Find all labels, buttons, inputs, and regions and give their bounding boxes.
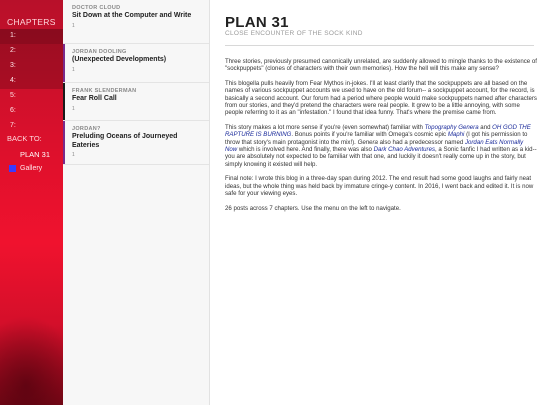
link-topography-genera[interactable]: Topography Genera [424,123,479,131]
post-item[interactable] [63,44,209,83]
title-divider [225,45,534,46]
gallery-label: Gallery [20,165,43,172]
paragraph-post-summary: 26 posts across 7 chapters. Use the menu on the left to navigate. [225,204,401,212]
post-color-bar [63,83,65,120]
text-genera: Genera [357,138,378,146]
post-author: FRANK SLENDERMAN [72,88,137,94]
link-maphi[interactable]: Maphi [447,131,465,139]
chapters-heading: CHAPTERS [7,17,56,27]
text-run: which is involved here. And finally, there was also [237,146,374,154]
chapter-list [0,29,63,134]
post-color-bar [63,44,65,82]
text-run: . Bonus points if you're familiar with Omega's cosmic epic [291,131,448,139]
post-author: JORDAN DOOLING [72,49,127,55]
page-subtitle: CLOSE ENCOUNTER OF THE SOCK KIND [225,30,363,37]
post-title: Preluding Oceans of Journeyed Eateries [72,133,178,149]
post-title: (Unexpected Developments) [72,56,167,63]
post-author: DOCTOR CLOUD [72,5,121,11]
post-author: JORDAN? [72,126,101,132]
text-run: and [478,123,493,131]
chapter-link-7[interactable]: 7: [10,122,16,129]
post-count: 1 [72,105,75,112]
description-body [225,58,537,219]
text-run: (I got his permission to throw that story's main protagonist into the mix!). [225,131,528,146]
gallery-link[interactable] [9,165,42,172]
paragraph-final-note: Final note: I wrote this blog in a three-day span during 2012. The end result had some good laughs and fairly neat ideas, but the whole thing was held back by immature cringe-y content. In 2016, I went back and edited it. It is now safe for your viewing eyes. [225,175,534,198]
text-run: This story makes a lot more sense if you're (even somewhat) familiar with [225,123,425,131]
chapter-sidebar [0,0,63,405]
post-item[interactable] [63,0,209,44]
main-content [211,0,540,405]
post-title: Fear Roll Call [72,95,117,102]
back-to-label: BACK TO: [7,134,42,143]
text-run: , a Sonic fanfic I had written as a kid-- you are absolutely not expected to be familiar with that one, and luckily it doesn't really come up in the story, but simply knowing it existed will help. [225,146,537,168]
paragraph-intro: Three stories, previously presumed canonically unrelated, are suddenly allowed to mingle thanks to the existence of "sockpuppets" (clones of characters with their own memories). How the hell will this make any sense? [225,58,537,73]
post-count: 1 [72,152,75,158]
post-list [63,0,210,405]
plan-31-link[interactable]: PLAN 31 [20,150,51,159]
chapter-link-5[interactable]: 5: [10,92,16,99]
text-run: also had a predecessor named [377,138,465,146]
post-count: 1 [72,22,75,29]
chapter-link-3[interactable]: 3: [0,59,63,74]
link-rapture-is-burning[interactable]: OH GOD THE RAPTURE IS BURNING [225,123,531,139]
post-item[interactable] [63,83,209,121]
post-title: Sit Down at the Computer and Write [72,12,192,19]
post-color-bar [63,121,65,164]
chapter-link-2[interactable]: 2: [0,44,63,59]
chapter-link-4[interactable]: 4: [0,74,63,89]
paragraph-related-stories [225,124,537,168]
page-title: PLAN 31 [225,14,289,31]
post-item[interactable] [63,121,209,165]
link-jordan-eats-normally-now[interactable]: Jordan Eats Normally Now [225,138,524,154]
chapter-link-6[interactable]: 6: [10,107,16,114]
link-dark-chao-adventures[interactable]: Dark Chao Adventures [373,146,436,154]
paragraph-background: This blogella pulls heavily from Fear Mythos in-jokes. I'll at least clarify that the sockpuppets are all based on the names of various sockpuppet accounts we used to have on the old forum-- a sockpuppet account, for the record, is basically a second account. Our forum had a period where people would make sockpuppets named after characters from our stories, and they'd pretend the characters were real people. It grew to be a little annoying, with some people referring to it as an "infestation." I found that idea funny. That's where the premise came from. [225,79,537,117]
chapter-link-1[interactable]: 1: [0,29,63,44]
gallery-icon [9,165,16,172]
post-count: 1 [72,66,75,73]
